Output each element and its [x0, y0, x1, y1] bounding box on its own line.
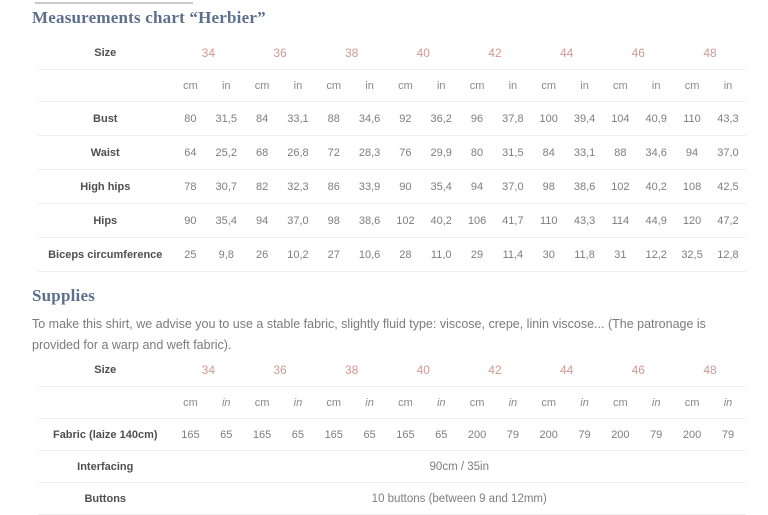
size-header-row: [38, 38, 746, 70]
measurement-value: 47,2: [710, 204, 746, 238]
size-header: 42: [459, 355, 531, 387]
measurement-value: 165: [173, 419, 209, 451]
measurement-value: 39,4: [567, 102, 603, 136]
supplies-table-section: [36, 355, 744, 515]
measurement-value: 11,0: [423, 238, 459, 272]
measurement-value: 200: [531, 419, 567, 451]
measurement-value: 90: [173, 204, 209, 238]
measurement-value: 82: [244, 170, 280, 204]
measurement-value: 100: [531, 102, 567, 136]
merged-value: 10 buttons (between 9 and 12mm): [173, 483, 746, 515]
measurement-value: 94: [674, 136, 710, 170]
table-row: [38, 136, 746, 170]
units-row-label: [38, 70, 173, 102]
size-column-label: Size: [38, 355, 173, 387]
unit-cm-label: cm: [316, 70, 352, 102]
row-label: Buttons: [38, 483, 173, 515]
measurement-value: 26,8: [280, 136, 316, 170]
table-row: [38, 170, 746, 204]
measurement-value: 65: [280, 419, 316, 451]
measurement-value: 43,3: [710, 102, 746, 136]
row-label: Bust: [38, 102, 173, 136]
measurement-value: 200: [459, 419, 495, 451]
measurement-value: 108: [674, 170, 710, 204]
unit-cm-label: cm: [173, 70, 209, 102]
measurement-value: 76: [387, 136, 423, 170]
measurement-value: 165: [387, 419, 423, 451]
measurement-value: 98: [316, 204, 352, 238]
measurement-value: 90: [387, 170, 423, 204]
unit-in-label: in: [280, 70, 316, 102]
measurement-value: 98: [531, 170, 567, 204]
measurement-value: 200: [674, 419, 710, 451]
measurement-value: 110: [674, 102, 710, 136]
size-header: 34: [173, 355, 245, 387]
measurement-value: 37,0: [280, 204, 316, 238]
unit-in-label: in: [495, 70, 531, 102]
size-header: 44: [531, 38, 603, 70]
measurement-value: 33,1: [280, 102, 316, 136]
unit-cm-label: cm: [387, 387, 423, 419]
measurement-value: 31: [602, 238, 638, 272]
measurement-value: 32,5: [674, 238, 710, 272]
units-row: [38, 387, 746, 419]
measurement-value: 68: [244, 136, 280, 170]
table-row: [38, 451, 746, 483]
supplies-note: To make this shirt, we advise you to use a stable fabric, slightly fluid type: viscose, crepe, linin viscose... (The patronage is provided for a warp and weft fabric).: [32, 317, 706, 352]
measurement-value: 37,0: [710, 136, 746, 170]
measurement-value: 10,6: [352, 238, 388, 272]
measurement-value: 65: [423, 419, 459, 451]
measurement-value: 110: [531, 204, 567, 238]
measurement-value: 11,8: [567, 238, 603, 272]
unit-in-label: in: [638, 387, 674, 419]
measurement-value: 34,6: [638, 136, 674, 170]
measurement-value: 64: [173, 136, 209, 170]
unit-cm-label: cm: [674, 70, 710, 102]
measurement-value: 79: [710, 419, 746, 451]
unit-cm-label: cm: [459, 70, 495, 102]
table-row: [38, 419, 746, 451]
unit-cm-label: cm: [244, 387, 280, 419]
units-row: [38, 70, 746, 102]
unit-in-label: in: [208, 70, 244, 102]
measurement-value: 106: [459, 204, 495, 238]
measurement-value: 84: [531, 136, 567, 170]
measurement-value: 31,5: [208, 102, 244, 136]
unit-cm-label: cm: [387, 70, 423, 102]
unit-in-label: in: [280, 387, 316, 419]
measurement-value: 37,8: [495, 102, 531, 136]
measurement-value: 104: [602, 102, 638, 136]
page-title: Measurements chart “Herbier”: [32, 8, 266, 27]
measurement-value: 38,6: [567, 170, 603, 204]
units-row-label: [38, 387, 173, 419]
size-header: 48: [674, 38, 746, 70]
measurement-value: 28: [387, 238, 423, 272]
measurement-value: 29,9: [423, 136, 459, 170]
cropped-element-edge: [35, 2, 193, 4]
measurement-value: 10,2: [280, 238, 316, 272]
measurement-value: 35,4: [208, 204, 244, 238]
size-header: 46: [602, 38, 674, 70]
row-label: Interfacing: [38, 451, 173, 483]
unit-cm-label: cm: [244, 70, 280, 102]
measurement-value: 29: [459, 238, 495, 272]
measurement-value: 86: [316, 170, 352, 204]
size-table: [38, 355, 746, 515]
size-header: 42: [459, 38, 531, 70]
measurements-table-section: [36, 38, 744, 272]
table-row: [38, 238, 746, 272]
measurement-value: 165: [316, 419, 352, 451]
measurement-value: 79: [638, 419, 674, 451]
table-row: [38, 204, 746, 238]
row-label: Waist: [38, 136, 173, 170]
size-header: 34: [173, 38, 245, 70]
measurement-value: 102: [602, 170, 638, 204]
measurement-value: 79: [495, 419, 531, 451]
unit-cm-label: cm: [531, 387, 567, 419]
measurement-value: 41,7: [495, 204, 531, 238]
measurement-value: 120: [674, 204, 710, 238]
unit-cm-label: cm: [316, 387, 352, 419]
measurement-value: 31,5: [495, 136, 531, 170]
unit-in-label: in: [710, 70, 746, 102]
measurement-value: 11,4: [495, 238, 531, 272]
measurement-value: 12,2: [638, 238, 674, 272]
unit-cm-label: cm: [602, 70, 638, 102]
measurement-value: 25,2: [208, 136, 244, 170]
unit-in-label: in: [495, 387, 531, 419]
table-row: [38, 102, 746, 136]
measurement-value: 35,4: [423, 170, 459, 204]
measurement-value: 40,2: [423, 204, 459, 238]
unit-cm-label: cm: [173, 387, 209, 419]
measurement-value: 33,9: [352, 170, 388, 204]
measurement-value: 44,9: [638, 204, 674, 238]
measurement-value: 12,8: [710, 238, 746, 272]
unit-cm-label: cm: [459, 387, 495, 419]
measurement-value: 65: [208, 419, 244, 451]
unit-cm-label: cm: [602, 387, 638, 419]
measurement-value: 65: [352, 419, 388, 451]
measurement-value: 92: [387, 102, 423, 136]
unit-in-label: in: [638, 70, 674, 102]
supplies-heading: Supplies: [32, 286, 96, 305]
measurement-value: 27: [316, 238, 352, 272]
measurement-value: 88: [602, 136, 638, 170]
row-label: Biceps circumference: [38, 238, 173, 272]
size-table: [38, 38, 746, 272]
size-header: 36: [244, 38, 316, 70]
size-header: 40: [387, 38, 459, 70]
measurement-value: 72: [316, 136, 352, 170]
measurement-value: 37,0: [495, 170, 531, 204]
row-label: Hips: [38, 204, 173, 238]
merged-value: 90cm / 35in: [173, 451, 746, 483]
measurement-value: 32,3: [280, 170, 316, 204]
measurement-value: 88: [316, 102, 352, 136]
row-label: High hips: [38, 170, 173, 204]
measurement-value: 9,8: [208, 238, 244, 272]
measurement-value: 96: [459, 102, 495, 136]
unit-in-label: in: [352, 387, 388, 419]
size-header: 38: [316, 38, 388, 70]
measurement-value: 33,1: [567, 136, 603, 170]
unit-cm-label: cm: [674, 387, 710, 419]
measurement-value: 94: [244, 204, 280, 238]
size-header: 38: [316, 355, 388, 387]
measurement-value: 80: [459, 136, 495, 170]
measurement-value: 84: [244, 102, 280, 136]
size-header: 36: [244, 355, 316, 387]
measurement-value: 28,3: [352, 136, 388, 170]
unit-cm-label: cm: [531, 70, 567, 102]
unit-in-label: in: [352, 70, 388, 102]
measurement-value: 114: [602, 204, 638, 238]
measurement-value: 25: [173, 238, 209, 272]
measurement-value: 30: [531, 238, 567, 272]
size-header: 40: [387, 355, 459, 387]
measurement-value: 79: [567, 419, 603, 451]
measurement-value: 34,6: [352, 102, 388, 136]
unit-in-label: in: [423, 387, 459, 419]
measurement-value: 40,9: [638, 102, 674, 136]
size-header: 44: [531, 355, 603, 387]
measurement-value: 94: [459, 170, 495, 204]
unit-in-label: in: [567, 70, 603, 102]
unit-in-label: in: [710, 387, 746, 419]
measurement-value: 40,2: [638, 170, 674, 204]
measurement-value: 36,2: [423, 102, 459, 136]
unit-in-label: in: [567, 387, 603, 419]
measurement-value: 80: [173, 102, 209, 136]
measurement-value: 165: [244, 419, 280, 451]
measurement-value: 38,6: [352, 204, 388, 238]
measurement-value: 102: [387, 204, 423, 238]
measurement-value: 42,5: [710, 170, 746, 204]
size-column-label: Size: [38, 38, 173, 70]
size-header-row: [38, 355, 746, 387]
unit-in-label: in: [423, 70, 459, 102]
measurement-value: 43,3: [567, 204, 603, 238]
size-header: 48: [674, 355, 746, 387]
measurement-value: 200: [602, 419, 638, 451]
measurement-value: 26: [244, 238, 280, 272]
measurement-value: 30,7: [208, 170, 244, 204]
unit-in-label: in: [208, 387, 244, 419]
size-header: 46: [602, 355, 674, 387]
row-label: Fabric (laize 140cm): [38, 419, 173, 451]
measurement-value: 78: [173, 170, 209, 204]
